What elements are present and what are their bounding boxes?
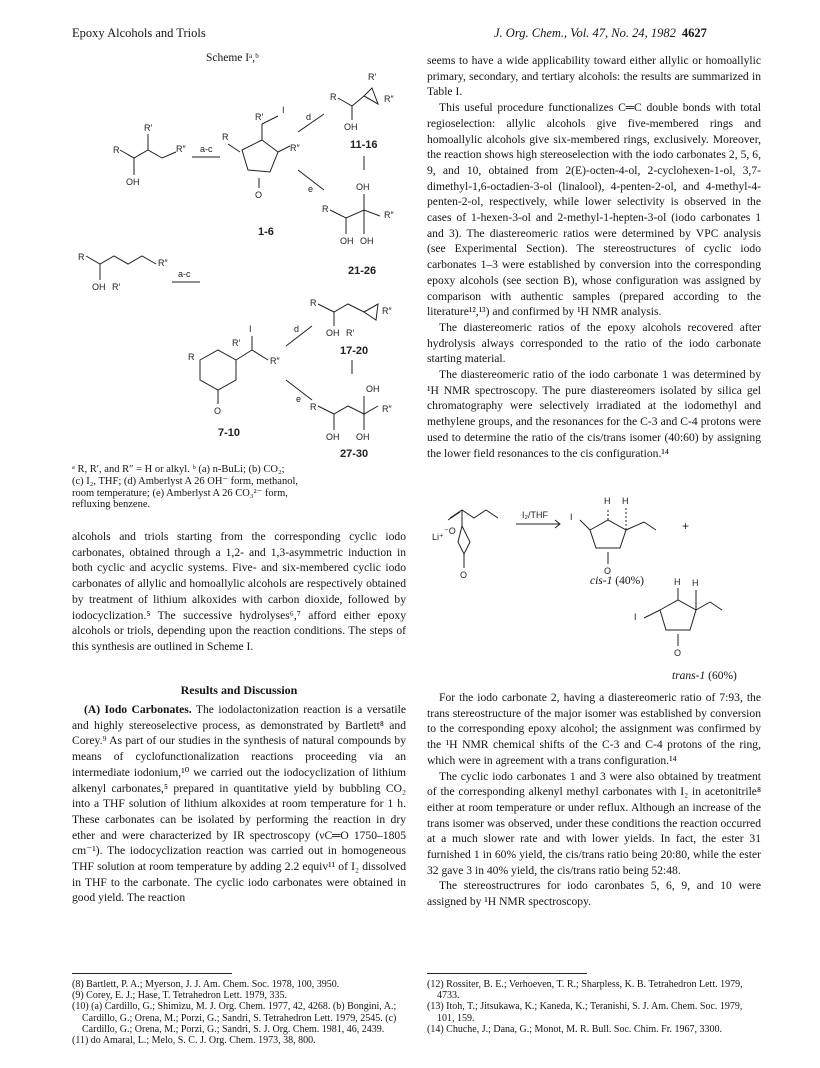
- svg-text:R′: R′: [232, 338, 241, 348]
- svg-text:R″: R″: [382, 404, 392, 414]
- paragraph: The diastereomeric ratios of the epoxy alcohols recovered after hydrolysis always corresponded to the ratio of the iodo carbonate starting material.: [427, 320, 761, 366]
- trans-1-percent: (60%): [708, 670, 737, 682]
- iodine-label: I: [282, 105, 285, 115]
- left-column-intro: [72, 529, 406, 655]
- svg-text:OH: OH: [92, 282, 106, 292]
- paragraph: seems to have a wide applicability toward either allylic or homoallylic primary, secondary, and tertiary alcohols: the results are summarized in Table I.: [427, 54, 761, 99]
- five-membered-iodo-carbonate: [222, 105, 300, 200]
- section-a-title: (A) Iodo Carbonates.: [84, 703, 192, 716]
- footnote-line: room temperature; (e) Amberlyst A 26 CO₃²⁻ form,: [72, 487, 288, 499]
- allylic-alcohol-structure: [113, 123, 186, 187]
- section-a-paragraph: [72, 702, 406, 906]
- svg-text:H: H: [674, 577, 681, 587]
- cis-1-structure: [570, 496, 656, 576]
- compound-label-7-10: 7-10: [218, 427, 241, 439]
- svg-text:OH: OH: [360, 236, 374, 246]
- scheme-footnote: [72, 464, 402, 511]
- reference: (12) Rossiter, B. E.; Verhoeven, T. R.; Sharpless, K. B. Tetrahedron Lett. 1979, 4733.: [427, 979, 743, 1002]
- svg-text:H: H: [604, 496, 611, 506]
- svg-text:R″: R″: [270, 356, 280, 366]
- paragraph: The cyclic iodo carbonates 1 and 3 were also obtained by treatment of the corresponding alkenyl methyl carbonates with I₂ in acetonitrile⁸ either at room temperature or under reflux. Although an increase of the trans isomer was observed, under these conditions the reaction occurred at a much slower rate and with lower yields. In fact, the ester 31 furnished 1 in 60% yield, the cis/trans ratio being 20:80, while the ester 32 gave 3 in 40% yield, the cis/trans ratio being 52:48.: [427, 769, 761, 877]
- svg-text:R: R: [310, 298, 317, 308]
- compound-label-21-26: 21-26: [348, 265, 377, 277]
- footnote-line: ᵃ R, R′, and R″ = H or alkyl. ᵇ (a) n-BuLi; (b) CO₂;: [72, 464, 285, 475]
- step-label-e-1: e: [308, 184, 314, 194]
- triol-21-26: [322, 182, 394, 246]
- svg-text:O: O: [674, 648, 682, 658]
- step-label-ac-1: a-c: [200, 144, 213, 154]
- svg-text:OH: OH: [344, 122, 358, 132]
- plus-sign: +: [682, 519, 690, 533]
- trans-1-caption: [672, 670, 737, 682]
- reference: (13) Itoh, T.; Jitsukawa, K.; Kaneda, K.; Teranishi, S. J. Am. Chem. Soc. 1979, 101, 159.: [427, 1001, 743, 1024]
- svg-text:R′: R′: [112, 282, 121, 292]
- paragraph: This useful procedure functionalizes C═C double bonds with total regioselection: allylic alcohols give five-membered rings and homoallylic alcohols give six-membered rings, exclusively. Moreover, the reaction shows high stereoselection with the iodo carbonates 2, 5, 6, 9, and 10, obtained from 2(E)-octen-4-ol, 2-cyclohexen-1-ol, 3,7-dimethyl-1,6-octadien-3-ol (linalool), 4-penten-2-ol, and 4-methyl-4-penten-2-ol, respectively, while lower selectivity is observed in the cases of 1-hexen-3-ol and 2-methyl-1-hepten-3-ol (iodo carbonates 1 and 3). The diastereomeric ratios were determined by VPC analysis (see Experimental Section). The stereostructures of cyclic iodo carbonates 1–3 were established by conversion into the corresponding epoxy alcohols (see section B), whose configuration was assigned by comparison with authentic samples (prepared according to the literature¹²,¹³) and confirmed by ¹H NMR analysis.: [427, 101, 761, 319]
- results-heading: Results and Discussion: [180, 683, 298, 697]
- svg-text:R″: R″: [384, 210, 394, 220]
- svg-text:O: O: [460, 570, 468, 580]
- step-label-ac-2: a-c: [178, 269, 191, 279]
- section-a-text: The iodolactonization reaction is a versatile and highly stereoselective process, as demonstrated by Bartlett⁸ and Corey.⁹ As part of our studies in the synthesis of natural compounds by means of cyclofunctionalization reactions proceeding via an intermediate iodonium,¹⁰ we carried out the iodocyclization of lithium alkenyl carbonates,⁵ prepared in quantitative yield by bubbling CO₂ into a THF solution of lithium alkoxides at room temperature for 1 h. These carbonates can be isolated by performing the reaction in dry ether and were characterized by IR spectroscopy (νC═O 1750–1805 cm⁻¹). The iodocyclization reaction was carried out in homogeneous THF solution at room temperature by adding 2.2 equiv¹¹ of I₂ dissolved in THF to the carbonate. The cyclic iodo carbonates were obtained in good yield. The reaction: [72, 703, 406, 905]
- svg-text:R: R: [310, 402, 317, 412]
- r2-label: R″: [176, 144, 186, 154]
- reference: (9) Corey, E. J.; Hase, T. Tetrahedron Lett. 1979, 335.: [72, 990, 287, 1002]
- running-header-title: Epoxy Alcohols and Triols: [72, 26, 206, 40]
- svg-text:R: R: [78, 252, 85, 262]
- cis-1-label: cis-1: [590, 575, 613, 587]
- svg-text:OH: OH: [340, 236, 354, 246]
- cis-1-percent: (40%): [615, 575, 644, 587]
- oh-label: OH: [126, 177, 140, 187]
- svg-text:OH: OH: [356, 182, 370, 192]
- svg-text:⁻O: ⁻O: [444, 526, 456, 536]
- r1-label: R′: [144, 123, 153, 133]
- epoxy-alcohol-11-16: [330, 72, 394, 132]
- step-label-d-2: d: [294, 324, 300, 334]
- running-header-journal: [494, 26, 707, 41]
- journal-citation: J. Org. Chem., Vol. 47, No. 24, 1982: [494, 26, 676, 40]
- r2-label: R″: [290, 143, 300, 153]
- compound-label-27-30: 27-30: [340, 448, 369, 460]
- svg-text:R′: R′: [346, 328, 355, 338]
- reagent-label: I₂/THF: [522, 510, 548, 520]
- step-label-d-1: d: [306, 112, 312, 122]
- r-label: R: [113, 145, 120, 155]
- r1-label: R′: [255, 112, 264, 122]
- compound-label-11-16: 11-16: [350, 139, 378, 151]
- svg-text:R: R: [188, 352, 195, 362]
- paragraph: For the iodo carbonate 2, having a diastereomeric ratio of 7:93, the trans stereostructure of the major isomer was established by conversion to the corresponding epoxy alcohol; the assignment was confirmed by the ¹H NMR chemical shifts of the C-3 and C-4 protons of the ring, which were in agreement with a trans configuration.¹⁴: [427, 691, 761, 767]
- epoxy-alcohol-17-20: [310, 298, 392, 338]
- compound-label-1-6: 1-6: [258, 226, 274, 238]
- reference: (10) (a) Cardillo, G.; Shimizu, M. J. Org. Chem. 1977, 42, 4268. (b) Bongini, A.; Cardillo, G.; Orena, M.; Porzi, G.; Sandri, S. Tetrahedron Lett. 1979, 2545. (c) Cardillo, G.; Orena, M.; Porzi, G.; Sandri, S. J. Org. Chem. 1981, 46, 2439.: [72, 1001, 397, 1035]
- reference: (8) Bartlett, P. A.; Myerson, J. J. Am. Chem. Soc. 1978, 100, 3950.: [72, 979, 340, 990]
- homoallylic-alcohol-structure: [78, 252, 168, 292]
- page-number: 4627: [681, 26, 707, 40]
- svg-text:H: H: [692, 578, 699, 588]
- lithium-alkenyl-carbonate: [432, 510, 498, 580]
- svg-text:I: I: [249, 324, 252, 334]
- reference: (14) Chuche, J.; Dana, G.; Monot, M. R. Bull. Soc. Chim. Fr. 1967, 3300.: [427, 1023, 722, 1035]
- paragraph: The diastereomeric ratio of the iodo carbonate 1 was determined by ¹H NMR spectroscopy. The pure diastereomers isolated by silica gel chromatography were selectively irradiated at the iodomethyl and methylene groups, and the resonances for the C-3 and C-4 protons were used to determine the ratio of the cis/trans isomer (40:60) by assigning the lower field resonances to the cis configuration.¹⁴: [427, 368, 761, 460]
- right-column-top: [427, 53, 761, 461]
- svg-text:OH: OH: [326, 432, 340, 442]
- triol-27-30: [310, 384, 392, 442]
- trans-1-label: trans-1: [672, 670, 706, 682]
- svg-text:I: I: [634, 612, 637, 622]
- intro-paragraph: alcohols and triols starting from the corresponding cyclic iodo carbonates, obtained through a 1,2- and 1,3-asymmetric induction in both cyclic and acyclic systems. Five- and six-membered cyclic iodo carbonates of allylic and homoallylic alcohols are respectively obtained by treatment of lithium alkoxides with carbon dioxide, followed by iodocyclization.⁵ The successive hydrolyses⁶,⁷ afford either epoxy alcohols or triols, depending upon the reaction conditions. The steps of this synthesis are outlined in Scheme I.: [72, 530, 406, 653]
- reference: (11) do Amaral, L.; Melo, S. C. J. Org. Chem. 1973, 38, 800.: [72, 1035, 316, 1047]
- svg-text:R′: R′: [368, 72, 377, 82]
- paragraph: The stereostructrures for iodo caronbates 5, 6, 9, and 10 were assigned by ¹H NMR spectroscopy.: [427, 879, 761, 909]
- svg-text:O: O: [214, 406, 222, 416]
- scheme-title: Scheme Iᵃ,ᵇ: [206, 52, 259, 64]
- right-column-bottom: [427, 690, 761, 910]
- svg-text:R″: R″: [382, 306, 392, 316]
- scheme-1-diagram: [72, 60, 412, 460]
- compound-label-17-20: 17-20: [340, 345, 369, 357]
- svg-text:Li⁺: Li⁺: [432, 532, 444, 542]
- footnote-line: (c) I₂, THF; (d) Amberlyst A 26 OH⁻ form, methanol,: [72, 475, 298, 487]
- step-label-e-2: e: [296, 394, 302, 404]
- svg-text:R″: R″: [158, 258, 168, 268]
- svg-text:R″: R″: [384, 94, 394, 104]
- six-membered-iodo-carbonate: [188, 324, 280, 416]
- r-label: R: [222, 132, 229, 142]
- references-left: [72, 979, 406, 1046]
- references-right: [427, 979, 761, 1035]
- cis-1-caption: [590, 575, 644, 587]
- svg-text:R: R: [322, 204, 329, 214]
- svg-text:R: R: [330, 92, 337, 102]
- footnote-line: refluxing benzene.: [72, 499, 151, 511]
- svg-text:OH: OH: [326, 328, 340, 338]
- trans-1-structure: [634, 577, 722, 658]
- footnote-rule-right: [427, 973, 587, 974]
- svg-text:H: H: [622, 496, 629, 506]
- svg-text:OH: OH: [366, 384, 380, 394]
- svg-text:I: I: [570, 512, 573, 522]
- footnote-rule-left: [72, 973, 232, 974]
- svg-text:O: O: [604, 566, 612, 576]
- carbonyl-o-label: O: [255, 190, 263, 200]
- svg-text:OH: OH: [356, 432, 370, 442]
- iodocyclization-reaction-figure: [430, 490, 730, 665]
